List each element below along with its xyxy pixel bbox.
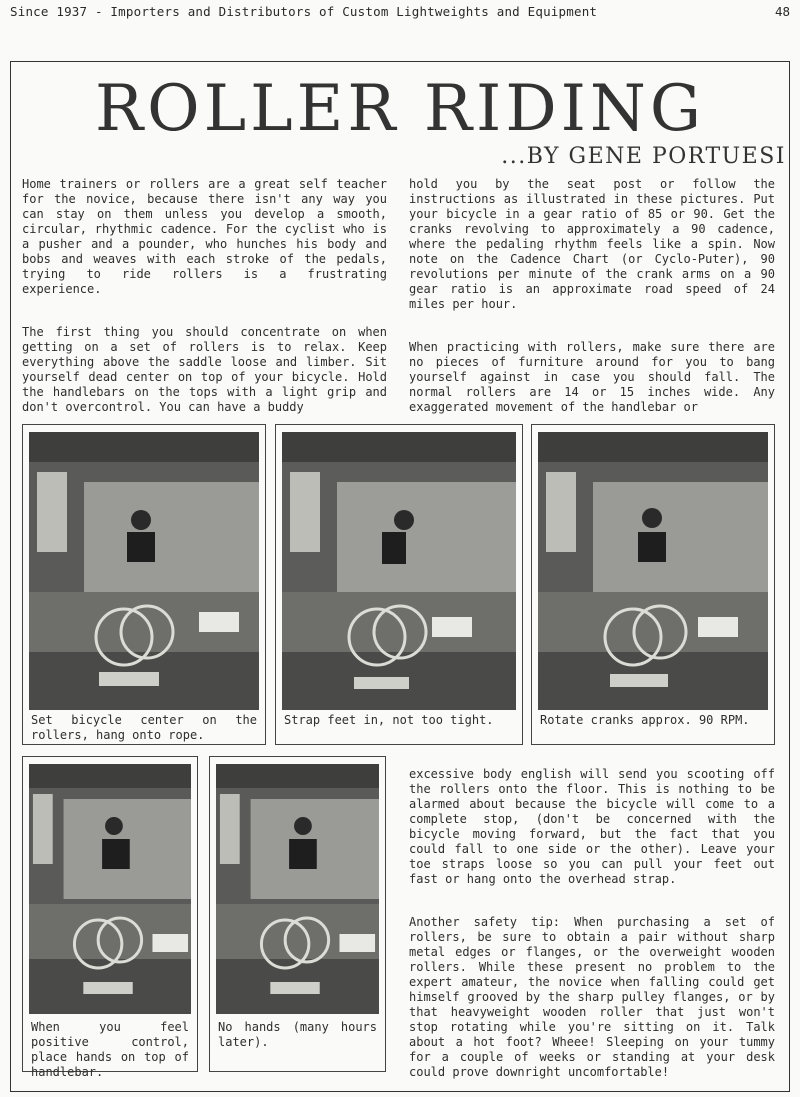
article-byline: ...BY GENE PORTUESI	[501, 144, 786, 169]
photo-caption-5: No hands (many hours later).	[218, 1020, 377, 1049]
photo-card-3	[531, 424, 775, 745]
photo-illustration-3	[538, 432, 768, 710]
photo-caption-4: When you feel positive control, place hands on top of handlebar.	[31, 1020, 189, 1079]
paragraph-2: The first thing you should concentrate on when getting on a set of rollers is to relax. Keep everything above the saddle loose and limber. Sit yourself dead center on top of your bicycle. Hold the handlebars on the tops with a light grip and don't overcontrol. You can have a buddy	[22, 325, 387, 414]
photo-illustration-1	[29, 432, 259, 710]
paragraph-5: excessive body english will send you scooting off the rollers onto the floor. This is nothing to be alarmed about because the bicycle will come to a complete stop, (don't be concerned with the bicycle moving forward, but the fact that you could fall to one side or the other). Leave your toe straps loose so you can pull your feet out fast or hang onto the overhead strap.	[409, 767, 775, 886]
photo-caption-1: Set bicycle center on the rollers, hang onto rope.	[31, 713, 257, 742]
photo-caption-2: Strap feet in, not too tight.	[284, 713, 494, 727]
page-number: 48	[774, 4, 790, 19]
photo-card-4	[22, 756, 198, 1079]
photo-card-1	[22, 424, 266, 745]
photo-caption-3: Rotate cranks approx. 90 RPM.	[540, 713, 750, 727]
roller-photo-5	[216, 764, 379, 1014]
paragraph-4: When practicing with rollers, make sure there are no pieces of furniture around for you to bang yourself against in case you should fall. The normal rollers are 14 or 15 inches wide. Any exaggerated movement of the handlebar or	[409, 340, 775, 414]
photo-illustration-2	[282, 432, 516, 710]
roller-photo-3	[538, 432, 768, 710]
photo-illustration-4	[29, 764, 191, 1014]
paragraph-6: Another safety tip: When purchasing a set of rollers, be sure to obtain a pair without sharp metal edges or flanges, or the overweight wooden rollers. While these present no problem to the expert amateur, the novice when falling could get himself grooved by the sharp pulley flanges, or by that heavyweight wooden roller that just won't stop rotating while you're sitting on it. Talk about a hot foot? Wheee! Sleeping on your tummy for a couple of weeks or standing at your desk could prove downright uncomfortable!	[409, 915, 775, 1079]
photo-card-2	[275, 424, 523, 745]
paragraph-1: Home trainers or rollers are a great self teacher for the novice, because there isn't any way you can stay on them unless you develop a smooth, circular, rhythmic cadence. For the cyclist who is a pusher and a pounder, who hunches his body and bobs and weaves with each stroke of the pedals, trying to ride rollers is a frustrating experience.	[22, 177, 387, 296]
article-title: ROLLER RIDING	[94, 72, 706, 146]
roller-photo-4	[29, 764, 191, 1014]
roller-photo-1	[29, 432, 259, 710]
header-tagline: Since 1937 - Importers and Distributors of Custom Lightweights and Equipment	[10, 4, 598, 19]
photo-illustration-5	[216, 764, 379, 1014]
roller-photo-2	[282, 432, 516, 710]
paragraph-3: hold you by the seat post or follow the instructions as illustrated in these pictures. Put your bicycle in a gear ratio of 85 or 90. Get the cranks revolving to approximately a 90 cadence, where the pedaling rhythm feels like a spin. Now note on the Cadence Chart (or Cyclo-Puter), 90 revolutions per minute of the crank arms on a 90 gear ratio is an approximate road speed of 24 miles per hour.	[409, 177, 775, 311]
photo-card-5	[209, 756, 386, 1072]
